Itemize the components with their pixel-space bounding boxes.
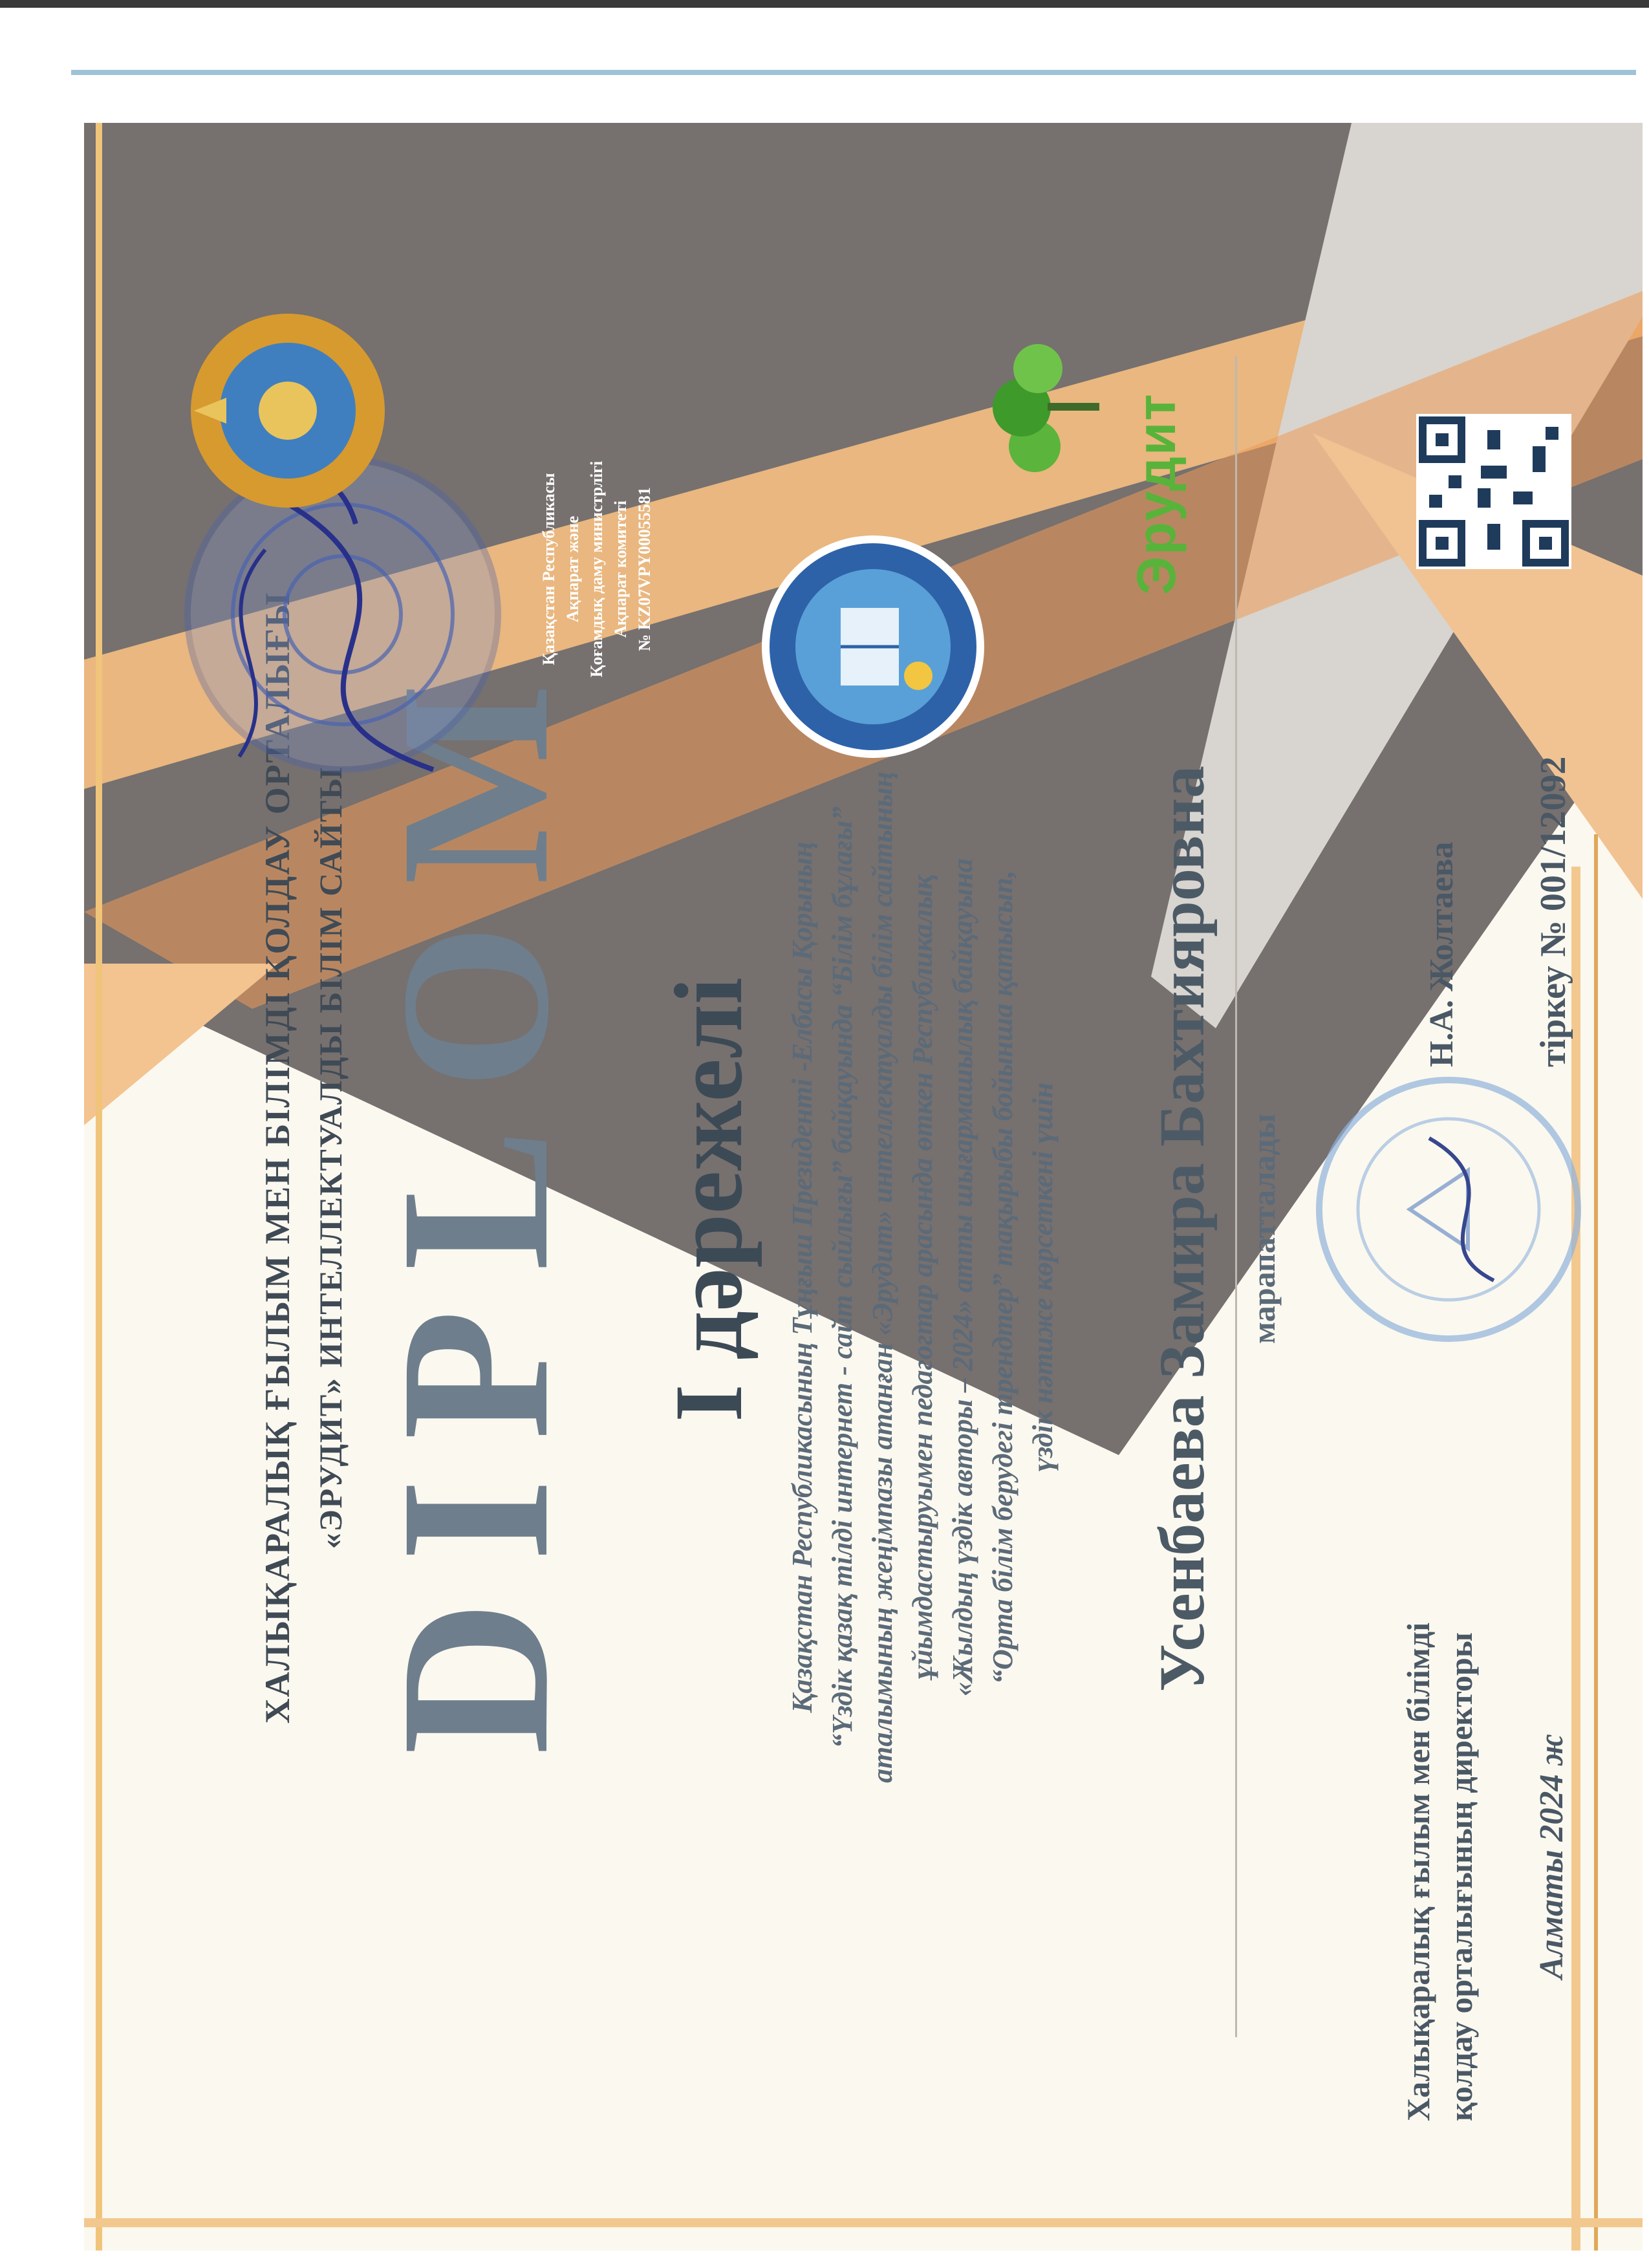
director-title-line-2: қолдау орталығының директоры bbox=[1443, 1632, 1479, 2121]
director-title bbox=[1397, 1410, 1482, 2121]
description-line: «Жылдың үздік авторы – 2024» атты шығармашылық байқауына bbox=[947, 858, 978, 1696]
description-line: аталымының жеңімпазы атанған «Эрудит» интеллектуалды білім сайтының bbox=[867, 772, 898, 1783]
tree-logo-icon bbox=[989, 297, 1132, 504]
diploma-title: DIPLOM bbox=[357, 644, 593, 1755]
qr-code-icon bbox=[1416, 414, 1571, 569]
city-year: Алматы 2024 ж bbox=[1533, 1733, 1570, 1979]
org-line-1: ХАЛЫҚАРАЛЫҚ ҒЫЛЫМ МЕН БІЛІМДІ ҚОЛДАУ ОРТАЛЫҒЫ bbox=[258, 591, 297, 1724]
org-line-2: «ЭРУДИТ» ИНТЕЛЛЕКТУАЛДЫ БІЛІМ САЙТЫ bbox=[312, 766, 349, 1550]
description-line: үздік нәтиже көрсеткені үшін bbox=[1027, 1082, 1059, 1473]
description-line: “Орта білім берудегі трендтер” тақырыбы бойынша қатысып, bbox=[987, 870, 1018, 1684]
stamp-icon bbox=[1300, 1061, 1597, 1358]
state-emblem-icon bbox=[181, 304, 394, 517]
degree-label: I дәрежелі bbox=[655, 977, 762, 1422]
description-line: Қазақстан Республикасының Тұңғыш Президенті -Елбасы Қорының bbox=[786, 841, 818, 1713]
scan-edge bbox=[0, 0, 1649, 8]
description-line: “Үздік қазақ тілді интернет - сайт сыйлығы” байқауында “Білім бұлағы” bbox=[826, 806, 858, 1749]
certificate-page bbox=[84, 123, 1643, 2251]
awarded-label: марапатталады bbox=[1245, 1114, 1282, 1344]
emblem-caption-line: Қоғамдық даму министрлігі bbox=[587, 460, 606, 678]
diploma-sheet bbox=[84, 123, 1643, 2251]
logo-text: Эрудит bbox=[1126, 393, 1187, 595]
registration-number: тіркеу № 001/12092 bbox=[1533, 756, 1573, 1067]
recipient-name: Усенбаева Замира Бахтияровна bbox=[1146, 766, 1218, 1692]
description-line: ұйымдастыруымен педагогтар арасында өткен Республикалық bbox=[907, 874, 938, 1680]
emblem-caption bbox=[537, 369, 656, 770]
scan-rule bbox=[71, 70, 1636, 75]
emblem-caption-line: № KZ07VPY00055581 bbox=[635, 487, 654, 651]
emblem-caption-line: Ақпарат және bbox=[563, 515, 582, 623]
name-underline bbox=[1235, 356, 1237, 2037]
emblem-caption-line: Ақпарат комитеті bbox=[611, 501, 630, 638]
director-title-line-1: Халықаралық ғылым мен білімді bbox=[1400, 1622, 1436, 2121]
emblem-caption-line: Қазақстан Республикасы bbox=[539, 473, 558, 665]
director-name: Н.А. Жолтаева bbox=[1423, 841, 1460, 1067]
book-seal-icon bbox=[757, 530, 989, 763]
